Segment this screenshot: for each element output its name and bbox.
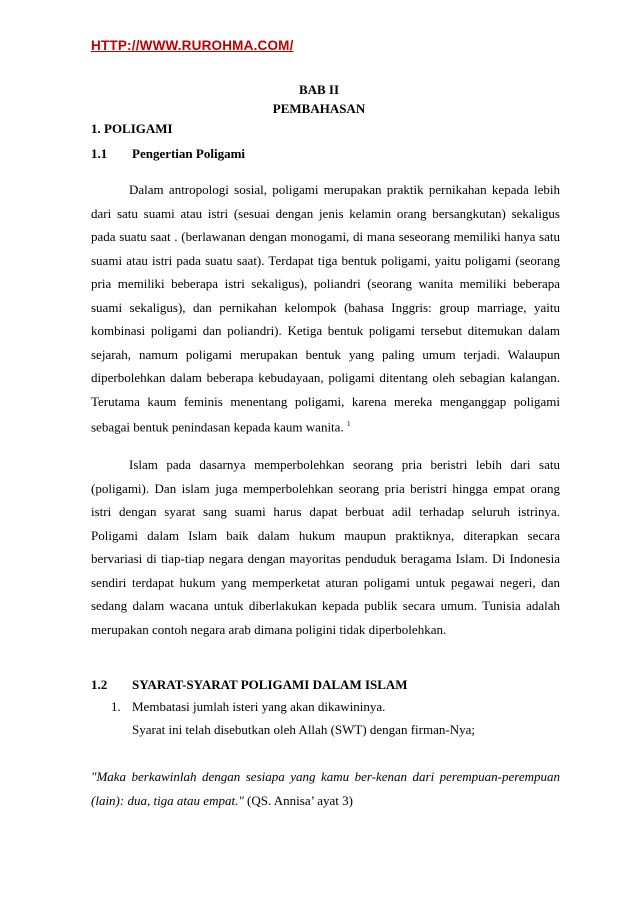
section-1-2-title: SYARAT-SYARAT POLIGAMI DALAM ISLAM <box>132 677 408 692</box>
subsection-1-1-number: 1.1 <box>91 146 108 161</box>
section-1-2-number: 1.2 <box>91 677 108 692</box>
paragraph-definition-text: Dalam antropologi sosial, poligami merupakan praktik pernikahan kepada lebih dari satu suami atau istri (sesuai dengan jenis kelamin orang bersangkutan) sekaligus pada suatu saat . (berlawanan dengan monogami, di mana seseorang memiliki hanya satu suami atau istri pada suatu saat). Terdapat tiga bentuk poligami, yaitu poligami (seorang pria memiliki beberapa istri sekaligus), poliandri (seorang wanita memiliki beberapa suami sekaligus), dan pernikahan kelompok (bahasa Inggris: group marriage, yaitu kombinasi poligami dan poliandri). Ketiga bentuk poligami tersebut ditemukan dalam sejarah, namum poligami merupakan bentuk yang paling umum terjadi. Walaupun diperbolehkan dalam beberapa kebudayaan, poligami ditentang oleh sebagian kalangan. Terutama kaum feminis menentang poligami, karena mereka menganggap poligami sebagai bentuk penindasan kepada kaum wanita. <box>91 182 560 435</box>
list-item-number: 1. <box>111 699 121 714</box>
header-url-link[interactable]: HTTP://WWW.RUROHMA.COM/ <box>91 38 294 53</box>
paragraph-islam-text: Islam pada dasarnya memperbolehkan seorang pria beristri lebih dari satu (poligami). Dan islam juga memperbolehkan seorang pria beristri hingga empat orang istri dengan syarat sang suami harus dapat berbuat adil terhadap seluruh istrinya. Poligami dalam Islam baik dalam hukum maupun praktiknya, diterapkan secara bervariasi di tiap-tiap negara dengan mayoritas penduduk beragama Islam. Di Indonesia sendiri terdapat hukum yang memperketat aturan poligami untuk pegawai negeri, dan sedang dalam wacana untuk diberlakukan kepada publik secara umum. Tunisia adalah merupakan contoh negara arab dimana poligini tidak diperbolehkan. <box>91 457 560 637</box>
paragraph-definition <box>91 178 560 439</box>
list-item-text: Membatasi jumlah isteri yang akan dikawininya. <box>132 699 386 714</box>
quran-quote <box>91 765 560 812</box>
chapter-title: PEMBAHASAN <box>272 101 366 116</box>
subsection-1-1-title: Pengertian Poligami <box>132 146 246 161</box>
section-1-heading: 1. POLIGAMI <box>91 121 173 136</box>
quote-reference: (QS. Annisa’ ayat 3) <box>243 792 353 808</box>
chapter-label: BAB II <box>298 82 340 97</box>
paragraph-islam <box>91 453 560 641</box>
list-item-detail: Syarat ini telah disebutkan oleh Allah (SWT) dengan firman-Nya; <box>132 722 475 737</box>
footnote-marker: 1 <box>346 420 351 428</box>
quote-text: "Maka berkawinlah dengan sesiapa yang kamu ber-kenan dari perempuan-perempuan (lain): dua, tiga atau empat." <box>91 769 560 808</box>
